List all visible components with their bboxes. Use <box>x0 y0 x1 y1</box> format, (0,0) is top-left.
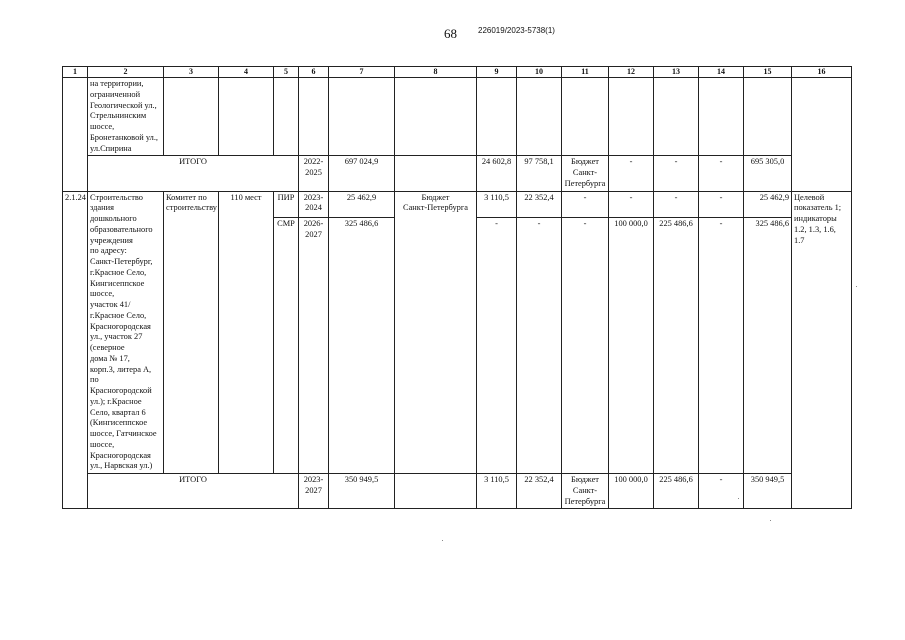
total-row <box>63 474 852 509</box>
stage-col15: 325 486,6 <box>744 218 792 474</box>
total-col10: 22 352,4 <box>517 474 562 509</box>
empty-cell <box>477 78 517 156</box>
total-source: Бюджет Санкт- Петербурга <box>562 156 609 191</box>
stage-col12: 100 000,0 <box>609 218 654 474</box>
document-reference: 226019/2023-5738(1) <box>478 26 555 35</box>
column-header: 16 <box>792 67 852 78</box>
total-col13: 225 486,6 <box>654 474 699 509</box>
stage-col9: - <box>477 218 517 474</box>
stage-years: 2023- 2024 <box>299 191 329 217</box>
total-label: ИТОГО <box>88 156 299 191</box>
executor: Комитет по строительству <box>164 191 219 474</box>
empty-cell <box>299 78 329 156</box>
column-header: 13 <box>654 67 699 78</box>
total-col9: 3 110,5 <box>477 474 517 509</box>
column-header: 9 <box>477 67 517 78</box>
empty-cell <box>744 78 792 156</box>
stage-col13: 225 486,6 <box>654 218 699 474</box>
column-header: 15 <box>744 67 792 78</box>
empty-cell <box>395 78 477 156</box>
page-number: 68 <box>444 26 457 41</box>
column-header: 1 <box>63 67 88 78</box>
empty-cell <box>219 78 274 156</box>
empty-cell <box>517 78 562 156</box>
stage-years: 2026- 2027 <box>299 218 329 474</box>
scan-speck <box>770 520 771 521</box>
stage-col9: 3 110,5 <box>477 191 517 217</box>
stage-col10: - <box>517 218 562 474</box>
column-header: 6 <box>299 67 329 78</box>
column-header: 2 <box>88 67 164 78</box>
total-amount: 350 949,5 <box>329 474 395 509</box>
scan-speck <box>738 498 739 499</box>
total-col14: - <box>699 156 744 191</box>
total-col15: 695 305,0 <box>744 156 792 191</box>
empty-cell <box>329 78 395 156</box>
stage-amount: 325 486,6 <box>329 218 395 474</box>
empty-cell <box>792 78 852 192</box>
stage-type: ПИР <box>274 191 299 217</box>
total-row <box>63 156 852 191</box>
continuation-row <box>63 78 852 156</box>
empty-cell <box>63 78 88 192</box>
total-col10: 97 758,1 <box>517 156 562 191</box>
column-header: 5 <box>274 67 299 78</box>
empty-cell <box>562 78 609 156</box>
empty-cell <box>699 78 744 156</box>
column-header: 14 <box>699 67 744 78</box>
total-years: 2023- 2027 <box>299 474 329 509</box>
column-number-row <box>63 67 852 78</box>
total-source: Бюджет Санкт- Петербурга <box>562 474 609 509</box>
column-header: 10 <box>517 67 562 78</box>
indicators: Целевой показатель 1; индикаторы 1.2, 1.3, 1.6, 1.7 <box>792 191 852 509</box>
total-col12: - <box>609 156 654 191</box>
scan-speck <box>442 540 443 541</box>
scan-speck <box>856 286 857 287</box>
total-amount: 697 024,9 <box>329 156 395 191</box>
object-description-continued: на территории, ограниченной Геологической ул., Стрельнинским шоссе, Бронетанковой ул., ул.Спирина <box>88 78 164 156</box>
column-header: 12 <box>609 67 654 78</box>
total-label: ИТОГО <box>88 474 299 509</box>
program-table <box>62 66 852 509</box>
stage-col15: 25 462,9 <box>744 191 792 217</box>
funding-source: Бюджет Санкт-Петербурга <box>395 191 477 474</box>
total-col14: - <box>699 474 744 509</box>
empty-cell <box>164 78 219 156</box>
stage-amount: 25 462,9 <box>329 191 395 217</box>
total-col9: 24 602,8 <box>477 156 517 191</box>
stage-col14: - <box>699 191 744 217</box>
column-header: 8 <box>395 67 477 78</box>
column-header: 4 <box>219 67 274 78</box>
empty-cell <box>609 78 654 156</box>
stage-col11: - <box>562 218 609 474</box>
total-col12: 100 000,0 <box>609 474 654 509</box>
column-header: 11 <box>562 67 609 78</box>
stage-col12: - <box>609 191 654 217</box>
stage-row-pir <box>63 191 852 217</box>
stage-col11: - <box>562 191 609 217</box>
total-years: 2022- 2025 <box>299 156 329 191</box>
stage-type: СМР <box>274 218 299 474</box>
item-number: 2.1.24 <box>63 191 88 509</box>
empty-cell <box>654 78 699 156</box>
total-col13: - <box>654 156 699 191</box>
column-header: 7 <box>329 67 395 78</box>
capacity: 110 мест <box>219 191 274 474</box>
stage-col14: - <box>699 218 744 474</box>
object-description: Строительство здания дошкольного образовательного учреждения по адресу: Санкт-Петербург, г.Красное Село, Кингисеппское шоссе, участок 41/ г.Красное Село, Красногородская ул., участок 27 (северное дома № 17, корп.3, литера А, по Красногородской ул.); г.Красное Село, квартал 6 (Кингисеппское шоссе, Гатчинское шоссе, Красногородская ул., Нарвская ул.) <box>88 191 164 474</box>
empty-cell <box>395 156 477 191</box>
stage-col13: - <box>654 191 699 217</box>
empty-cell <box>395 474 477 509</box>
empty-cell <box>274 78 299 156</box>
column-header: 3 <box>164 67 219 78</box>
stage-col10: 22 352,4 <box>517 191 562 217</box>
total-col15: 350 949,5 <box>744 474 792 509</box>
